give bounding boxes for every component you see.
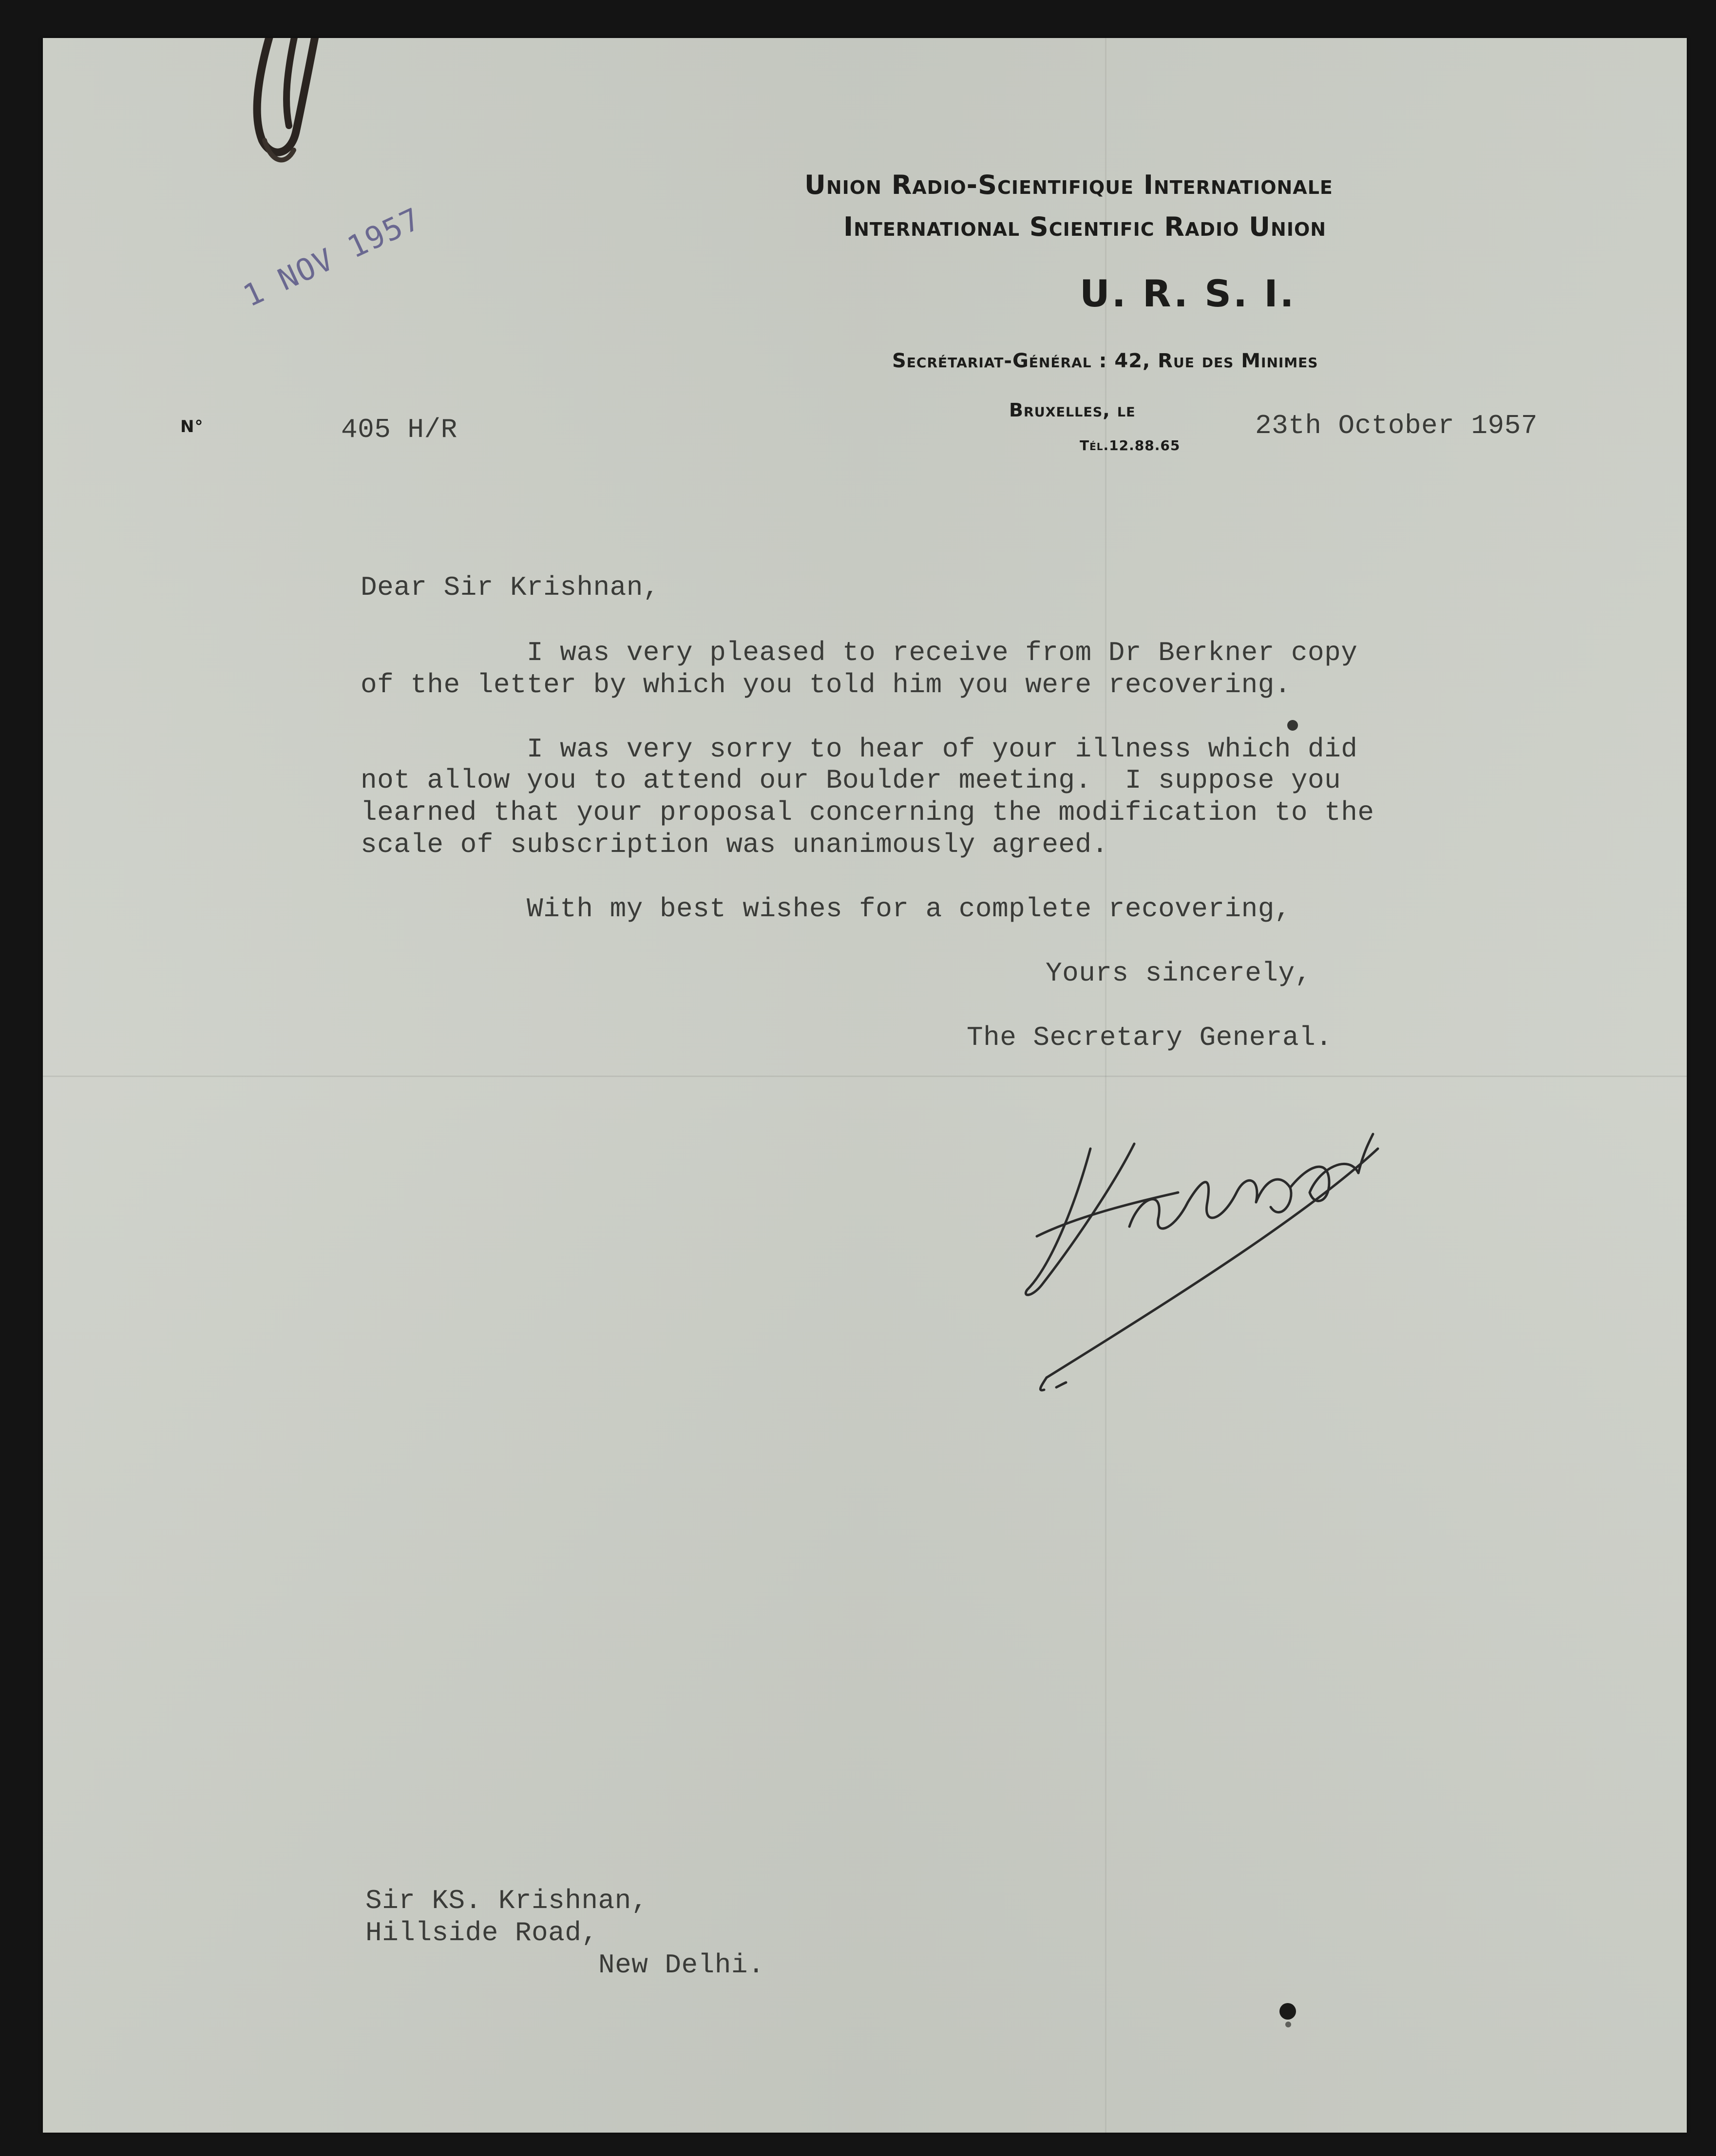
- reference-label: N°: [180, 417, 204, 436]
- paragraph-2-line-4: scale of subscription was unanimously agreed.: [361, 829, 1108, 860]
- letterhead-french-name: Union Radio-Scientifique Internationale: [804, 170, 1333, 200]
- recipient-name: Sir KS. Krishnan,: [365, 1885, 648, 1916]
- letter-date: 23th October 1957: [1255, 410, 1538, 441]
- letterhead-acronym: U. R. S. I.: [1080, 272, 1296, 315]
- recipient-street: Hillside Road,: [365, 1917, 598, 1948]
- paragraph-2-line-1: I was very sorry to hear of your illness which did: [361, 734, 1358, 765]
- letter-page: [43, 38, 1687, 2133]
- paragraph-2-line-3: learned that your proposal concerning the modification to the: [361, 797, 1374, 828]
- ink-spot: [1285, 2022, 1291, 2027]
- letterhead-telephone: Tél.12.88.65: [1080, 437, 1181, 454]
- fold-crease-horizontal: [43, 1076, 1687, 1077]
- letterhead-english-name: International Scientific Radio Union: [843, 211, 1327, 242]
- signatory-title: The Secretary General.: [967, 1022, 1333, 1053]
- paragraph-1-line-2: of the letter by which you told him you were recovering.: [361, 669, 1291, 700]
- letterhead-secretariat-address: Secrétariat-Général : 42, Rue des Minimes: [892, 350, 1318, 372]
- closing: Yours sincerely,: [1046, 958, 1312, 989]
- salutation: Dear Sir Krishnan,: [361, 572, 660, 603]
- handwritten-signature: [1017, 1105, 1456, 1407]
- letterhead-city: Bruxelles, le: [1009, 399, 1136, 421]
- ink-spot: [1287, 720, 1298, 731]
- received-date-stamp: 1 NOV 1957: [238, 200, 427, 314]
- paragraph-2-line-2: not allow you to attend our Boulder meeting. I suppose you: [361, 765, 1341, 796]
- paragraph-1-line-1: I was very pleased to receive from Dr Berkner copy: [361, 637, 1358, 668]
- ink-spot: [1279, 2003, 1296, 2020]
- reference-number: 405 H/R: [341, 414, 458, 445]
- paperclip-icon: [238, 38, 355, 204]
- recipient-city: New Delhi.: [598, 1949, 765, 1981]
- paragraph-3: With my best wishes for a complete recovering,: [361, 893, 1291, 925]
